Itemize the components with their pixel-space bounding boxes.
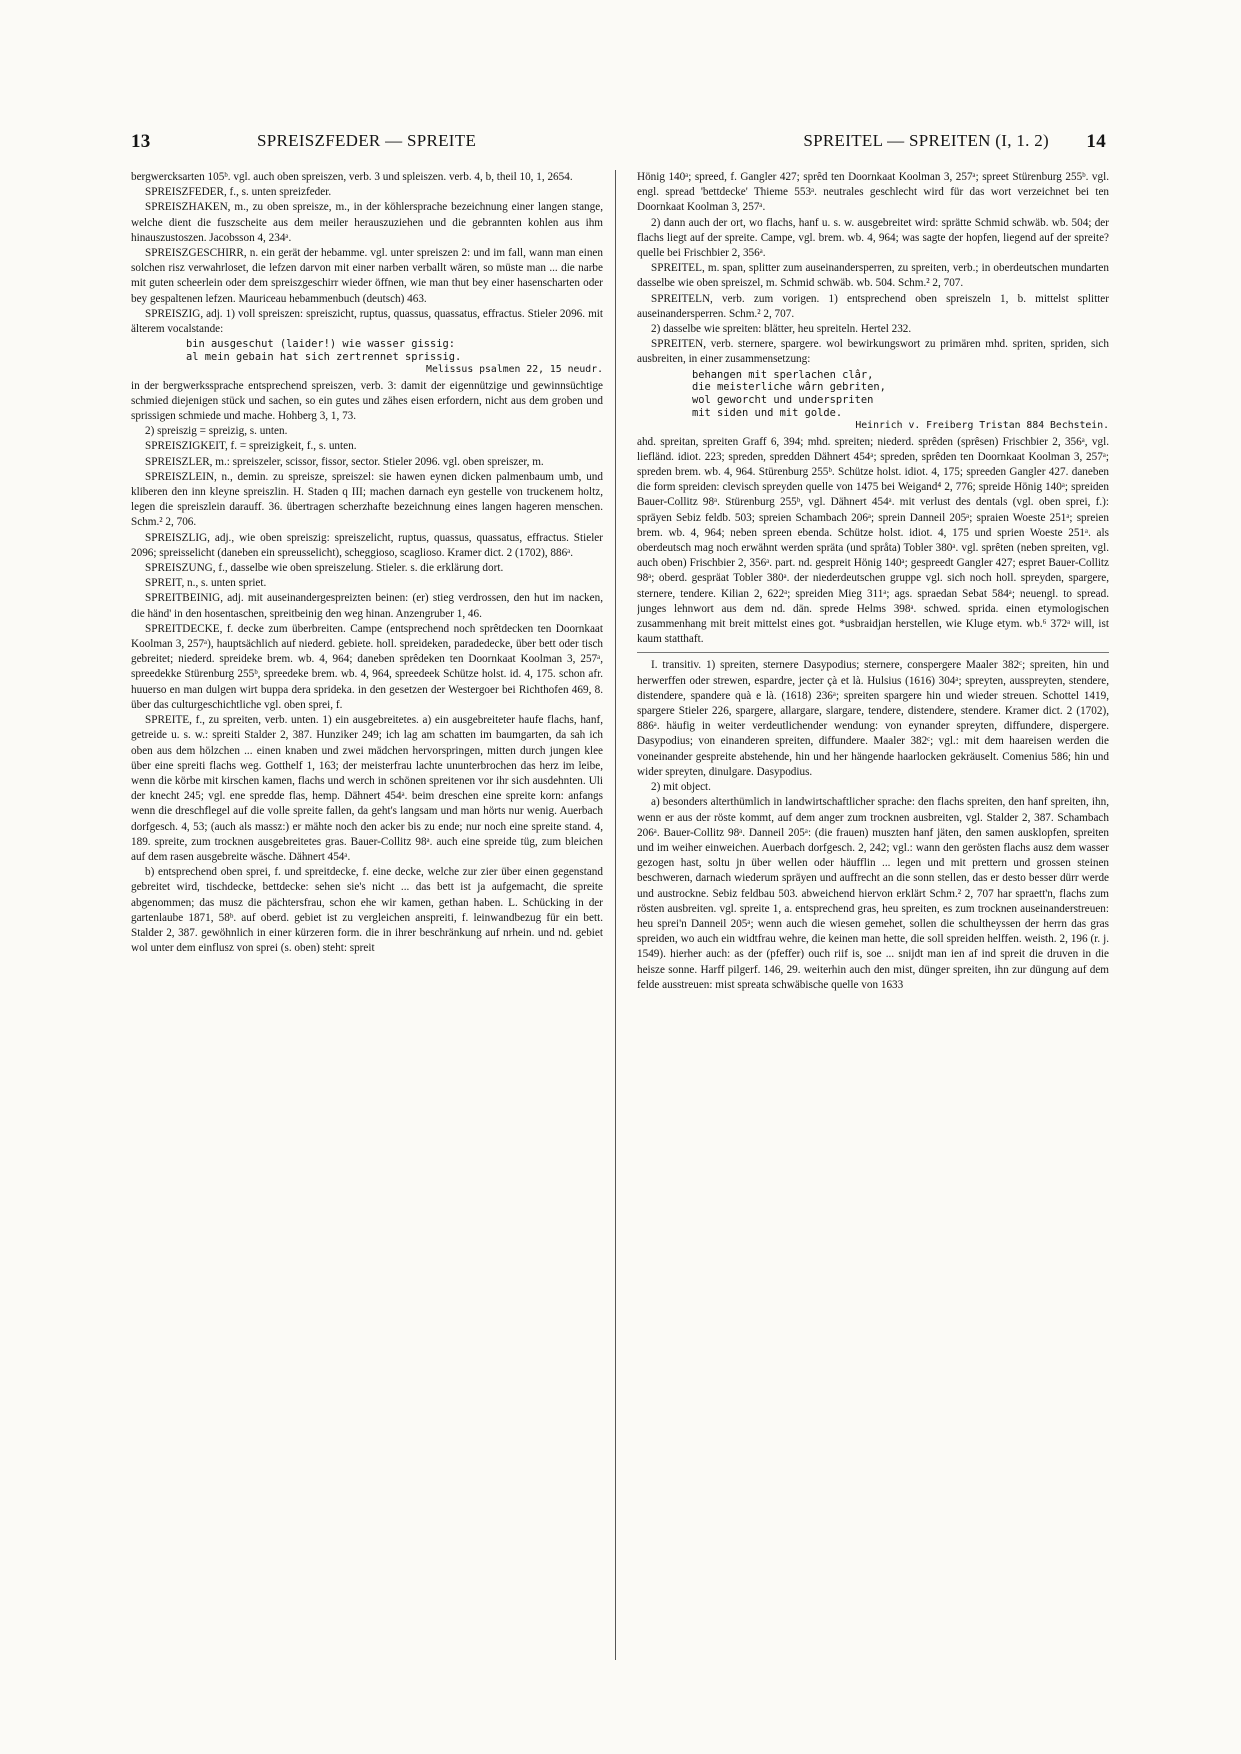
verse-line: mit siden und mit golde.	[692, 407, 843, 420]
quote-source: Melissus psalmen 22, 15 neudr.	[426, 363, 603, 375]
dictionary-entry: SPREITEN, verb. sternere, spargere. wol bewirkungswort zu primären mhd. spriten, spriden, sich ausbreiten, in einer zusammensetzung:	[637, 338, 1109, 366]
verse-line: wol geworcht und underspriten	[692, 394, 874, 407]
dictionary-entry: a) besonders alterthümlich in landwirtschaftlicher sprache: den flachs spreiten, den hanf spreiten, ihn, wenn er aus der röste kommt, auf dem anger zum trocknen ausbreiten, vgl. Stalder 2, 387. Schambach 206ᵃ. Bauer-Collitz 98ᵃ. Danneil 205ᵃ: (die frauen) muszten hanf jäten, den samen ausklopfen, spreiten und im weiher einweichen. Auerbach dorfgesch. 2, 242; vgl.: wann den gerösten flachs ausz dem wasser gezogen hast, soltu jn über wellen oder häufflin ... legen und mit prettern und grossen steinen beschweren, darnach wiederum spräyen und auffrecht an die sonn stellen, das er desto besser dürr werde und austrockne. Sebiz feldbau 503. abweichend hiervon erklärt Schm.² 2, 707 har spraett'n, flachs zum rösten ausbreiten. vgl. spreite 1, a. entsprechend gras, heu spreiten, es zum trocknen auseinanderstreuen: heu sprei'n Danneil 205ᵃ; wenn auch die wiesen gemehet, sollen die schultheyssen der herrn das gras spreiden, wo auch ein widtfrau wehre, die keinen man hette, die soll spreiden helffen. weisth. 2, 196 (r. j. 1549). hierher auch: as der (pfeffer) ouch riif is, soe ... snijdt man ien af ind spreit die druven in die heisze sonne. Harff pilgerf. 146, 29. weiterhin auch den mist, dünger spreiten, ihn zur düngung auf dem felde ausstreuen: mist spreata schwäbische quelle von 1633	[637, 796, 1109, 991]
verse-line: behangen mit sperlachen clâr,	[692, 368, 874, 381]
dictionary-entry: SPREISZLER, m.: spreiszeler, scissor, fissor, sector. Stieler 2096. vgl. oben spreiszer, m.	[145, 455, 544, 468]
section-rule	[637, 652, 1109, 653]
dictionary-entry: SPREITE, f., zu spreiten, verb. unten. 1) ein ausgebreitetes. a) ein ausgebreiteter haufe flachs, hanf, getreide u. s. w.: spreiti Stalder 2, 387. Hunziker 249; ich lag am schatten im baumgarten, da sah ich oben aus dem hölzchen ... einen knaben und zwei mädchen hervorspringen, mitten durch jungen klee über eine spreiti flachs weg. Gotthelf 1, 163; der meisterfrau lachte ununterbrochen das herz im leibe, wenn die körbe mit kirschen kamen, flachs und werch in schönen spreitenen vor ihr sich ausdehnten. Uli der knecht 245; vgl. ene spredde flas, hemp. Dähnert 454ᵃ. beim dreschen eine spreite korn: anfangs wenn die dreschflegel auf die volle spreite fallen, da geht's langsam und man hörts nur wenig. Auerbach dorfgesch. 4, 53; (auch als massz:) er mähte noch den acker bis zu ende; nur noch eine spreite stand. 4, 189. spreite, zum trocknen ausgebreitetes gras. Bauer-Collitz 98ᵃ. auch eine spreide tüg, zum bleichen auf dem rasen ausgebreite wäsche. Dähnert 454ᵃ.	[131, 714, 603, 863]
dictionary-entry: SPREISZHAKEN, m., zu oben spreisze, m., in der köhlersprache bezeichnung einer langen stange, welche dient die fuszscheite aus dem meiler herauszuziehen und die gebrannten kohlen aus ihm hinauszustoszen. Jacobsson 4, 234ᵃ.	[131, 201, 603, 244]
dictionary-entry: SPREISZFEDER, f., s. unten spreizfeder.	[145, 186, 332, 199]
page-number-left: 13	[131, 131, 151, 152]
entry-continuation: in der bergwerkssprache entsprechend spreiszen, verb. 3: damit der eigennützige und gewinnsüchtige schmied diejenigen stück und sachen, so ein gutes und zähes eisen erfordern, nicht aus dem groben und sprissigen schmiede und mache. Hohberg 3, 1, 73.	[131, 379, 603, 423]
dictionary-entry: I. transitiv. 1) spreiten, sternere Dasypodius; sternere, conspergere Maaler 382ᶜ; spreiten, hin und herwerffen oder strewen, espardre, jecter çà et là. Hulsius (1616) 304ᵃ; spreyten, ausspreyten, stendere, distendere, spandere quà e là. (1618) 236ᵃ; spreiten spargere hin und wieder streuen. Schottel 1419, spargere Stieler 226, spargere, allargare, slargare, tendere, distendere, stendere. Kramer dict. 2 (1702), 886ᵃ. häufig in weiter verdeutlichender wendung: von eynander spreyten, diffundere, dispergere. Dasypodius; von einanderen spreiten, diffundere. Maaler 382ᶜ; vgl.: mit dem haareisen werden die voneinander gespreite abstehende, hin und her hängende haarlocken gekräuselt. Comenius 586; hin und wider spreyten, dinulgare. Dasypodius.	[637, 659, 1109, 778]
entry-continuation: Hönig 140ᵃ; spreed, f. Gangler 427; sprêd ten Doornkaat Koolman 3, 257ᵃ; spreet Stürenburg 255ᵇ. vgl. engl. spread 'bettdecke' Thieme 553ᵃ. neutrales geschlecht wird für das wort verzeichnet bei ten Doornkaat Koolman 3, 257ᵃ.	[637, 171, 1109, 214]
page-number-right: 14	[1086, 131, 1106, 152]
dictionary-entry: 2) mit object.	[651, 781, 711, 794]
verse-quote	[186, 338, 603, 376]
dictionary-entry: b) entsprechend oben sprei, f. und spreitdecke, f. eine decke, welche zur zier über einen gegenstand gebreitet wird, tischdecke, bettdecke: sehen sie's nicht ... das bett ist ja aufgemacht, die spreite abgenommen; das musz die pächtersfrau, schon ehe wir kamen, gethan haben. L. Schücking in der gartenlaube 1871, 58ᵇ. auf oberd. gebiet ist zu vergleichen anspreiti, f. leinwandbezug für ein bett. Stalder 2, 387. gewöhnlich in einer kürzeren form. die in ihrer beschränkung auf nrhein. und nd. gebiet wol unter dem einflusz von sprei (s. oben) steht: spreit	[131, 866, 603, 955]
dictionary-entry: SPREISZIG, adj. 1) voll spreiszen: spreiszicht, ruptus, quassus, quassatus, effractus. Stieler 2096. mit älterem vocalstande:	[131, 307, 603, 336]
verse-line: al mein gebain hat sich zertrennet sprissig.	[186, 351, 462, 364]
dictionary-entry: 2) dann auch der ort, wo flachs, hanf u. s. w. ausgebreitet wird: sprätte Schmid schwäb. wb. 504; der flachs liegt auf der spreite. Campe, vgl. brem. wb. 4, 964; was sagte der hopfen, liegend auf der spreite? quelle bei Frischbier 2, 356ᵃ.	[637, 216, 1109, 260]
entry-continuation: bergwercksarten 105ᵇ. vgl. auch oben spreiszen, verb. 3 und spleiszen. verb. 4, b, theil 10, 1, 2654.	[131, 171, 573, 183]
dictionary-entry: SPREISZGESCHIRR, n. ein gerät der hebamme. vgl. unter spreiszen 2: und im fall, wann man einen solchen risz verwahrloset, die lefzen darvon mit einer narben verballt wären, so müste man ... die narbe mit guten scheerlein oder dem spreiszgeschirr wieder öffnen, wie man thut bey einer hasenscharten oder bey gespaltenen lefzen. Mauriceau hebammenbuch (deutsch) 463.	[131, 247, 603, 305]
dictionary-entry: SPREITEL, m. span, splitter zum auseinandersperren, zu spreiten, verb.; in oberdeutschen mundarten dasselbe wie oben spreiszel, m. Schmid schwäb. wb. 504. Schm.² 2, 707.	[637, 262, 1109, 290]
dictionary-entry: SPREITELN, verb. zum vorigen. 1) entsprechend oben spreiszeln 1, b. mittelst splitter auseinandersperren. Schm.² 2, 707.	[637, 292, 1109, 320]
verse-line: bin ausgeschut (laider!) wie wasser gissig:	[186, 338, 455, 351]
dictionary-entry: SPREISZLIG, adj., wie oben spreiszig: spreiszelicht, ruptus, quassus, quassatus, effractus. Stieler 2096; spreisselicht (daneben ein spreusselicht), scheggioso, scaglioso. Kramer dict. 2 (1702), 886ᵃ.	[131, 531, 603, 559]
verse-quote	[692, 369, 1109, 433]
dictionary-entry: SPREISZIGKEIT, f. = spreizigkeit, f., s. unten.	[145, 440, 357, 453]
right-column	[637, 170, 1109, 1710]
dictionary-entry: SPREIT, n., s. unten spriet.	[145, 577, 267, 590]
dictionary-entry: SPREITBEINIG, adj. mit auseinandergespreizten beinen: (er) stieg verdrossen, den hut im nacken, die händ' in den hosentaschen, spreitbeinig den weg hinan. Anzengruber 1, 46.	[131, 592, 603, 620]
dictionary-entry: 2) spreiszig = spreizig, s. unten.	[145, 425, 288, 438]
verse-line: die meisterliche wârn gebriten,	[692, 381, 886, 394]
page-header	[131, 131, 1106, 157]
quote-source: Heinrich v. Freiberg Tristan 884 Bechstein.	[855, 419, 1109, 431]
left-column	[131, 170, 603, 1710]
dictionary-entry: SPREITDECKE, f. decke zum überbreiten. Campe (entsprechend noch sprêtdecken ten Doornkaat Koolman 3, 257ᵃ), hauptsächlich auf niederd. gebiete. holl. spreideken, paradedecke, über bett oder tisch gebreitet; niederd. spreideke brem. wb. 4, 964; daneben sprêdeken ten Doornkaat Koolman 3, 257ᵃ, spreedekke Stürenburg 255ᵇ, spreedeke brem. wb. 4, 964, spreedeek Schütze holst. id. 4, 175. schon afr. huuerso en man dulgen wirt buppa dera sprideka. in den gesetzen der Westergoer bei Richthofen 469, 8. über das culturgeschichtliche vgl. oben sprei, f.	[131, 622, 603, 711]
dictionary-entry: 2) dasselbe wie spreiten: blätter, heu spreiteln. Hertel 232.	[651, 323, 912, 336]
running-title-right: SPREITEL — SPREITEN (I, 1. 2)	[803, 131, 1049, 150]
dictionary-entry: SPREISZUNG, f., dasselbe wie oben spreiszelung. Stieler. s. die erklärung dort.	[145, 562, 504, 575]
dictionary-entry: SPREISZLEIN, n., demin. zu spreisze, spreiszel: sie hawen eynen dicken palmenbaum umb, und kliberen den inn kleyne spreiszlin. H. Staden q III; machen darnach eyn gestelle von truckenem holtz, legen die spreiszlein darauff. 36. übertragen scherzhafte bezeichnung eines langen hageren menschen. Schm.² 2, 706.	[131, 470, 603, 529]
entry-continuation: ahd. spreitan, spreiten Graff 6, 394; mhd. spreiten; niederd. sprêden (sprêsen) Frischbier 2, 356ᵃ, vgl. liefländ. idiot. 223; spreden, spredden Dähnert 454ᵃ; spreden, sprêden ten Doornkaat Koolman 3, 257ᵃ; spreden brem. wb. 4, 964. Stürenburg 255ᵇ. Schütze holst. idiot. 4, 175; spreeden Gangler 427. daneben die form spreiden: clevisch spreyden quelle von 1475 bei Weigand⁴ 2, 776; spreide Hönig 140ᵃ; spreiden Bauer-Collitz 98ᵃ. Stürenburg 255ᵇ, vgl. Dähnert 454ᵃ. mit verlust des dentals (vgl. oben sprei, f.): spräyen Sebiz feldb. 503; spreien Schambach 206ᵃ; sprein Danneil 205ᵃ; spraien Woeste 251ᵃ; spreien brem. wb. 4, 964; neben spreen ebenda. Schütze holst. idiot. 4, 175 und sprien Woeste 251ᵃ. als oberdeutsch mag noch erwähnt werden spräta (und språta) Tobler 380ᵃ. vgl. sprêten (neben spreiten, vgl. auch oben) Frischbier 2, 356ᵃ. part. nd. gespreit Hönig 140ᵃ; gespreedt Gangler 427; espret Bauer-Collitz 98ᵃ; oberd. gespräat Tobler 380ᵃ. der niederdeutschen gruppe vgl. sich noch holl. spreyden, spargere, sternere, tendere. Kilian 2, 622ᵃ; spreiden Mieg 311ᵃ; ags. spraedan Sebat 584ᵃ; neuengl. to spread. junges lehnwort aus dem nd. dän. sprede Helms 398ᵃ. schwed. sprida. einen etymologischen zusammenhang mit breit mittelst eines got. *usbraidjan herstellen, wie Kluge etym. wb.⁶ 372ᵃ will, ist kaum statthaft.	[637, 435, 1109, 646]
column-divider	[615, 170, 616, 1660]
running-title-left: SPREISZFEDER — SPREITE	[257, 131, 477, 150]
